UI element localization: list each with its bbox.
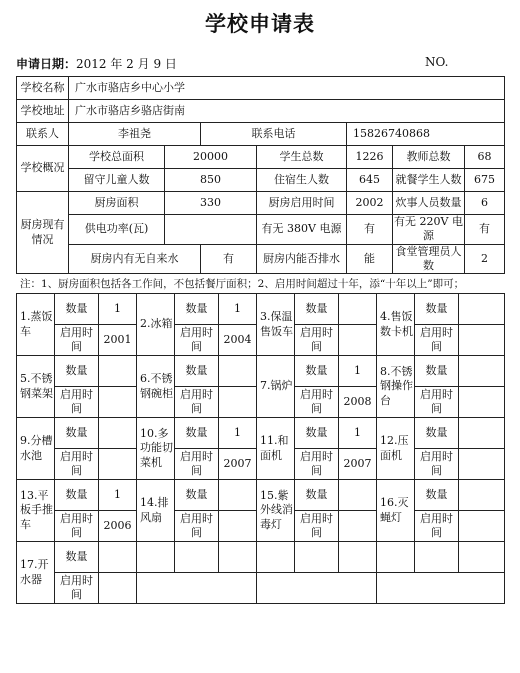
phone-label: 联系电话 xyxy=(201,123,347,146)
equipment-name: 6.不锈钢碗柜 xyxy=(137,356,175,418)
power-label: 供电功率(瓦) xyxy=(69,215,165,245)
qty-field[interactable]: 1 xyxy=(339,356,377,387)
kitchen-label: 厨房现有情况 xyxy=(17,192,69,274)
year-label: 启用时间 xyxy=(175,449,219,480)
qty-label: 数量 xyxy=(415,418,459,449)
year-label: 启用时间 xyxy=(175,387,219,418)
year-label: 启用时间 xyxy=(415,511,459,542)
year-label: 启用时间 xyxy=(55,573,99,604)
year-field[interactable] xyxy=(339,511,377,542)
equipment-name: 17.开水器 xyxy=(17,542,55,604)
qty-field[interactable] xyxy=(459,480,505,511)
year-field[interactable] xyxy=(459,387,505,418)
left-behind-field[interactable]: 850 xyxy=(165,169,257,192)
table-row xyxy=(17,77,505,100)
equipment-name: 7.锅炉 xyxy=(257,356,295,418)
boarders-field[interactable]: 645 xyxy=(347,169,393,192)
contact-label: 联系人 xyxy=(17,123,69,146)
year-field[interactable]: 2007 xyxy=(339,449,377,480)
year-field[interactable]: 2007 xyxy=(219,449,257,480)
date-label: 申请日期： xyxy=(16,57,77,71)
table-row xyxy=(17,356,505,387)
equipment-table xyxy=(16,293,505,604)
year-field[interactable] xyxy=(219,387,257,418)
year-label: 启用时间 xyxy=(295,511,339,542)
date-value: 2012 年 2 月 9 日 xyxy=(76,57,177,71)
equipment-name: 1.蒸饭车 xyxy=(17,294,55,356)
year-label: 启用时间 xyxy=(175,325,219,356)
students-label: 学生总数 xyxy=(257,146,347,169)
equipment-name: 9.分槽水池 xyxy=(17,418,55,480)
dining-field[interactable]: 675 xyxy=(465,169,505,192)
equipment-name: 13.平板手推车 xyxy=(17,480,55,542)
year-label: 启用时间 xyxy=(55,387,99,418)
year-field[interactable]: 2004 xyxy=(219,325,257,356)
qty-label: 数量 xyxy=(295,294,339,325)
table-row xyxy=(17,294,505,325)
managers-label: 食堂管理员人数 xyxy=(393,244,465,274)
table-row xyxy=(17,542,505,573)
year-field[interactable]: 2001 xyxy=(99,325,137,356)
contact-field[interactable]: 李祖尧 xyxy=(69,123,201,146)
dining-label: 就餐学生人数 xyxy=(393,169,465,192)
form-note: 注：1、厨房面积包括各工作间，不包括餐厅面积；2、启用时间超过十年，添“十年以上”即可； xyxy=(20,278,465,290)
left-behind-label: 留守儿童人数 xyxy=(69,169,165,192)
empty-cell xyxy=(377,573,505,604)
kitchen-area-label: 厨房面积 xyxy=(69,192,165,215)
year-field[interactable] xyxy=(99,387,137,418)
equipment-name: 4.售饭数卡机 xyxy=(377,294,415,356)
qty-label: 数量 xyxy=(55,418,99,449)
empty-cell xyxy=(137,573,257,604)
qty-label: 数量 xyxy=(175,418,219,449)
equipment-name: 11.和面机 xyxy=(257,418,295,480)
year-label: 启用时间 xyxy=(415,449,459,480)
empty-cell xyxy=(295,542,339,573)
table-row xyxy=(17,169,505,192)
qty-label: 数量 xyxy=(55,356,99,387)
form-number-label: NO. xyxy=(425,55,449,69)
water-label: 厨房内有无自来水 xyxy=(69,244,201,274)
table-row xyxy=(17,192,505,215)
empty-cell xyxy=(175,542,219,573)
year-field[interactable]: 2006 xyxy=(99,511,137,542)
boarders-label: 住宿生人数 xyxy=(257,169,347,192)
equipment-name: 3.保温售饭车 xyxy=(257,294,295,356)
year-label: 启用时间 xyxy=(55,511,99,542)
year-field[interactable] xyxy=(99,449,137,480)
equipment-name: 2.冰箱 xyxy=(137,294,175,356)
address-label: 学校地址 xyxy=(17,100,69,123)
v220-label: 有无 220V 电源 xyxy=(394,215,463,243)
qty-field[interactable] xyxy=(339,480,377,511)
year-label: 启用时间 xyxy=(55,449,99,480)
year-field[interactable] xyxy=(99,573,137,604)
equipment-name: 16.灭蝇灯 xyxy=(377,480,415,542)
table-row xyxy=(17,146,505,169)
phone-field[interactable]: 15826740868 xyxy=(347,123,505,146)
qty-label: 数量 xyxy=(415,356,459,387)
school-name-label: 学校名称 xyxy=(17,77,69,100)
table-row xyxy=(17,100,505,123)
equipment-name: 5.不锈钢菜架 xyxy=(17,356,55,418)
year-label: 启用时间 xyxy=(295,449,339,480)
year-label: 启用时间 xyxy=(175,511,219,542)
empty-cell xyxy=(219,542,257,573)
water-field[interactable]: 有 xyxy=(201,244,257,274)
table-row xyxy=(17,244,505,274)
qty-label: 数量 xyxy=(55,542,99,573)
v380-field[interactable]: 有 xyxy=(347,215,393,245)
year-field[interactable] xyxy=(339,325,377,356)
students-field[interactable]: 1226 xyxy=(347,146,393,169)
year-field[interactable]: 2008 xyxy=(339,387,377,418)
qty-field[interactable] xyxy=(99,542,137,573)
managers-field[interactable]: 2 xyxy=(465,244,505,274)
qty-label: 数量 xyxy=(55,480,99,511)
equipment-name: 8.不锈钢操作台 xyxy=(377,356,415,418)
qty-field[interactable] xyxy=(219,480,257,511)
teachers-field[interactable]: 68 xyxy=(465,146,505,169)
kitchen-year-field[interactable]: 2002 xyxy=(347,192,393,215)
empty-cell xyxy=(459,542,505,573)
total-area-field[interactable]: 20000 xyxy=(165,146,257,169)
qty-field[interactable]: 1 xyxy=(339,418,377,449)
equipment-name: 14.排风扇 xyxy=(137,480,175,542)
teachers-label: 教师总数 xyxy=(393,146,465,169)
qty-field[interactable] xyxy=(219,356,257,387)
equipment-name: 12.压面机 xyxy=(377,418,415,480)
empty-cell xyxy=(339,542,377,573)
total-area-label: 学校总面积 xyxy=(69,146,165,169)
qty-label: 数量 xyxy=(295,480,339,511)
v220-field[interactable]: 有 xyxy=(465,215,505,245)
v380-label: 有无 380V 电源 xyxy=(257,215,347,245)
kitchen-year-label: 厨房启用时间 xyxy=(257,192,347,215)
school-info-table xyxy=(16,76,505,274)
drain-label: 厨房内能否排水 xyxy=(257,244,347,274)
year-label: 启用时间 xyxy=(295,387,339,418)
application-date xyxy=(16,55,177,72)
table-row xyxy=(17,573,505,604)
empty-cell xyxy=(257,542,295,573)
year-field[interactable] xyxy=(459,449,505,480)
empty-cell xyxy=(137,542,175,573)
qty-field[interactable]: 1 xyxy=(219,418,257,449)
table-row xyxy=(17,480,505,511)
qty-field[interactable] xyxy=(339,294,377,325)
cooks-field[interactable]: 6 xyxy=(465,192,505,215)
qty-field[interactable]: 1 xyxy=(219,294,257,325)
empty-cell xyxy=(257,573,377,604)
qty-field[interactable] xyxy=(99,356,137,387)
qty-field[interactable] xyxy=(99,418,137,449)
qty-field[interactable] xyxy=(459,294,505,325)
qty-label: 数量 xyxy=(415,480,459,511)
cooks-label: 炊事人员数量 xyxy=(393,192,465,215)
table-row xyxy=(17,123,505,146)
address-field[interactable]: 广水市骆店乡骆店街南 xyxy=(69,100,505,123)
empty-cell xyxy=(415,542,459,573)
qty-label: 数量 xyxy=(295,356,339,387)
year-field[interactable] xyxy=(219,511,257,542)
qty-label: 数量 xyxy=(175,294,219,325)
year-field[interactable] xyxy=(459,325,505,356)
qty-label: 数量 xyxy=(175,480,219,511)
qty-label: 数量 xyxy=(295,418,339,449)
qty-label: 数量 xyxy=(415,294,459,325)
drain-field[interactable]: 能 xyxy=(347,244,393,274)
qty-label: 数量 xyxy=(55,294,99,325)
power-field[interactable] xyxy=(165,215,257,245)
kitchen-area-field[interactable]: 330 xyxy=(165,192,257,215)
year-label: 启用时间 xyxy=(415,387,459,418)
year-label: 启用时间 xyxy=(295,325,339,356)
equipment-name: 15.紫外线消毒灯 xyxy=(257,480,295,542)
school-name-field[interactable]: 广水市骆店乡中心小学 xyxy=(69,77,505,100)
table-row xyxy=(17,418,505,449)
qty-label: 数量 xyxy=(175,356,219,387)
qty-field[interactable]: 1 xyxy=(99,480,137,511)
qty-field[interactable] xyxy=(459,356,505,387)
empty-cell xyxy=(377,542,415,573)
year-label: 启用时间 xyxy=(415,325,459,356)
form-title: 学校申请表 xyxy=(205,11,315,36)
table-row xyxy=(17,215,505,245)
overview-label: 学校概况 xyxy=(17,146,69,192)
year-label: 启用时间 xyxy=(55,325,99,356)
equipment-name: 10.多功能切菜机 xyxy=(137,418,175,480)
year-field[interactable] xyxy=(459,511,505,542)
qty-field[interactable] xyxy=(459,418,505,449)
qty-field[interactable]: 1 xyxy=(99,294,137,325)
